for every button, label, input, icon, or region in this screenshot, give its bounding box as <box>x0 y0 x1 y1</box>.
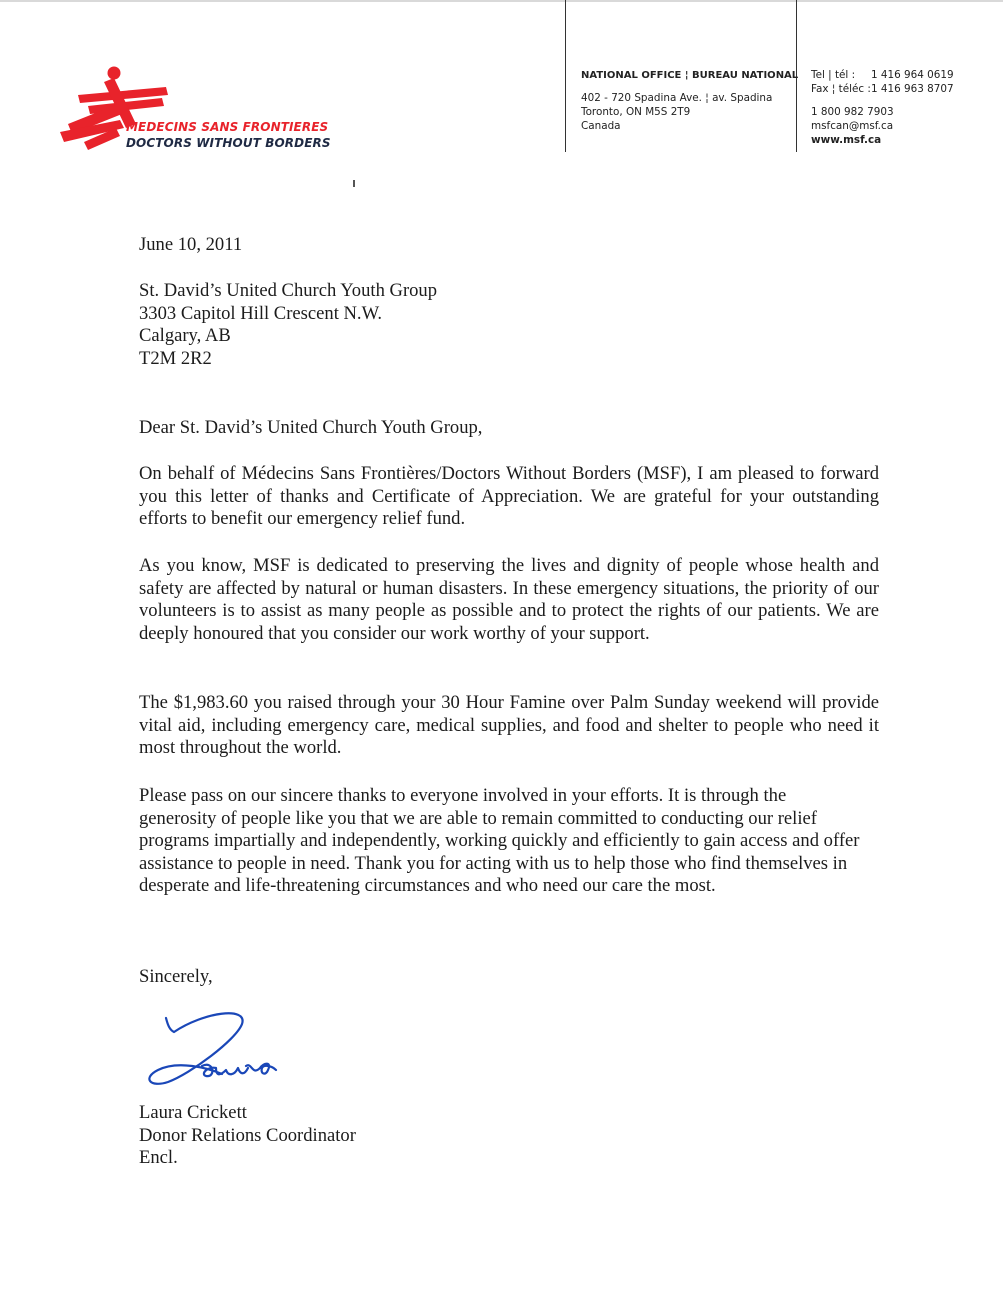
letter-date: June 10, 2011 <box>139 234 243 255</box>
recipient-line: Calgary, AB <box>139 325 231 347</box>
office-line: Toronto, ON M5S 2T9 <box>581 106 691 118</box>
contact-email: msfcan@msf.ca <box>811 120 894 132</box>
body-paragraph: As you know, MSF is dedicated to preserving the lives and dignity of people whose health and safety are affected by natural or human disasters. In these emergency situations, the priority of our volunteers is to assist as many people as possible and to protect the rights of our patients. We are deeply honoured that you consider our work worthy of your support. <box>139 555 879 644</box>
enclosure-note: Encl. <box>139 1147 178 1169</box>
tel-label: Tel | tél : <box>811 69 856 81</box>
signer-name: Laura Crickett <box>139 1102 247 1123</box>
tel-value: 1 416 964 0619 <box>871 69 954 81</box>
logo-french-name: MEDECINS SANS FRONTIERES <box>126 120 329 134</box>
body-paragraph: Please pass on our sincere thanks to everyone involved in your efforts. It is through the generosity of people like you that we are able to remain committed to conducting our relief programs impartially and independently, working quickly and efficiently to gain access and offer assistance to people in need. Thank you for acting with us to help those who find themselves in desperate and life-threatening circumstances and who need our care the most. <box>139 785 860 897</box>
fax-value: 1 416 963 8707 <box>871 83 954 95</box>
logo-english-name: DOCTORS WITHOUT BORDERS <box>126 136 331 150</box>
closing: Sincerely, <box>139 966 213 987</box>
body-paragraph: On behalf of Médecins Sans Frontières/Doctors Without Borders (MSF), I am pleased to forward you this letter of thanks and Certificate of Appreciation. We are grateful for your outstanding efforts to benefit our emergency relief fund. <box>139 463 879 530</box>
tollfree-number: 1 800 982 7903 <box>811 106 894 118</box>
header-divider-left <box>565 0 566 152</box>
national-office-address <box>581 69 798 133</box>
website-link[interactable]: www.msf.ca <box>811 134 882 146</box>
page-top-rule <box>0 0 1003 2</box>
handwritten-signature <box>144 1004 284 1096</box>
body-paragraph: The $1,983.60 you raised through your 30 Hour Famine over Palm Sunday weekend will provide vital aid, including emergency care, medical supplies, and food and shelter to people who need it most throughout the world. <box>139 692 879 759</box>
recipient-line: T2M 2R2 <box>139 347 212 369</box>
fax-label: Fax ¦ téléc : <box>811 83 871 95</box>
scan-speck <box>353 180 355 187</box>
office-line: Canada <box>581 120 621 132</box>
signer-title: Donor Relations Coordinator <box>139 1124 356 1146</box>
recipient-line: 3303 Capitol Hill Crescent N.W. <box>139 302 383 324</box>
salutation: Dear St. David’s United Church Youth Group, <box>139 417 483 438</box>
office-heading: NATIONAL OFFICE ¦ BUREAU NATIONAL <box>581 70 799 81</box>
signature-block <box>139 1102 879 1170</box>
contact-info <box>811 68 954 147</box>
recipient-line: St. David’s United Church Youth Group <box>139 280 438 301</box>
msf-logo <box>58 62 348 158</box>
recipient-address <box>139 280 879 370</box>
office-line: 402 - 720 Spadina Ave. ¦ av. Spadina <box>581 92 773 104</box>
